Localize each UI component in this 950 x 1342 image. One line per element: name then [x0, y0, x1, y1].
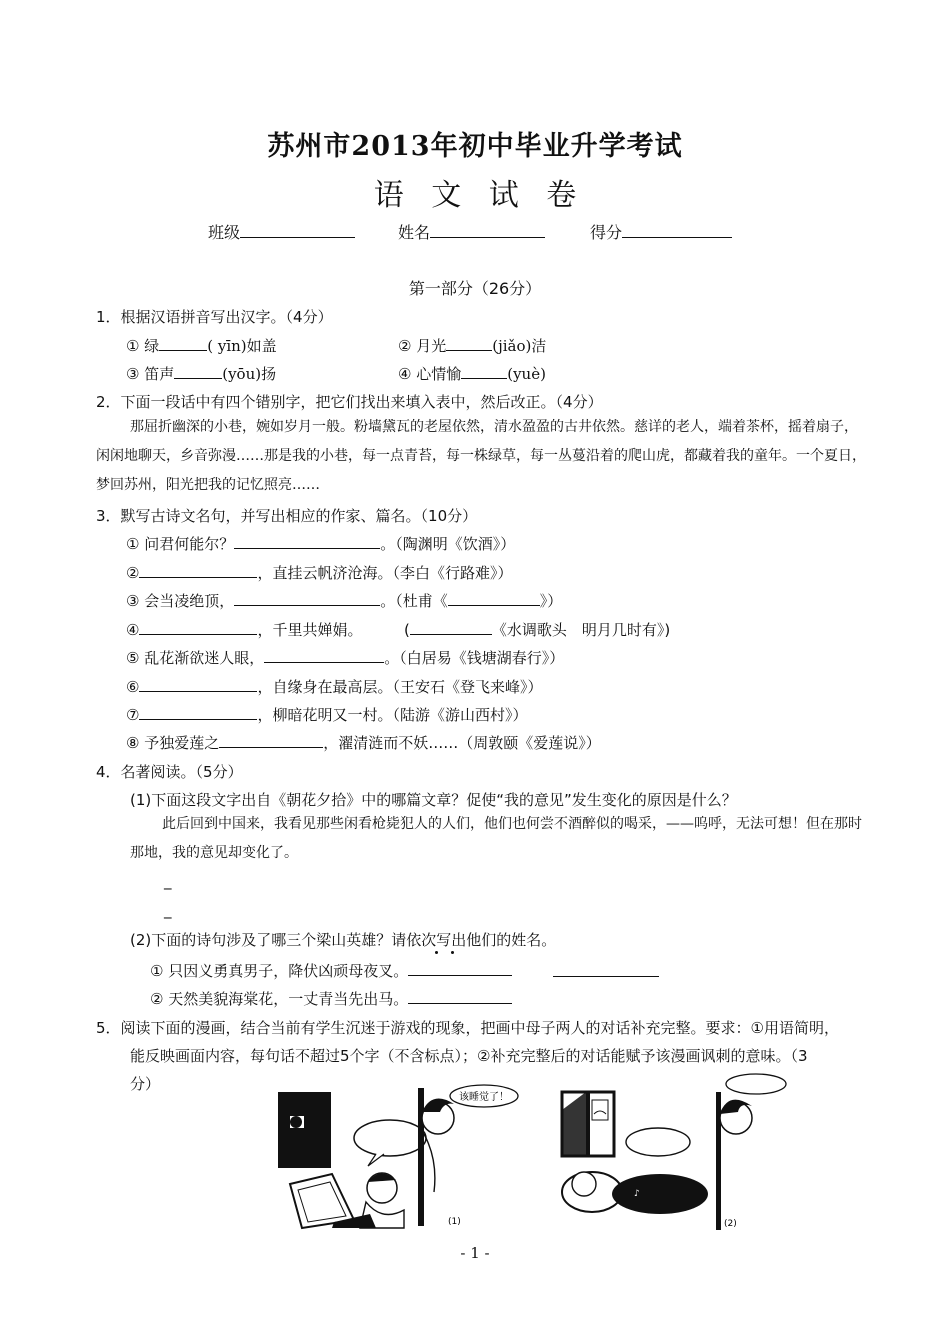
score-field [590, 220, 732, 243]
class-label: 班级 [208, 223, 241, 242]
q4-stem: 4．名著阅读。（5分） [96, 763, 243, 781]
emphasis-dot [451, 951, 454, 954]
q5-stem-line-2: 能反映画面内容，每句话不超过5个字（不含标点）；②补充完整后的对话能赋予该漫画讽刺的意味。（3 [130, 1047, 808, 1065]
q4-quote: 此后回到中国来，我看见那些闲看枪毙犯人的人们，他们也何尝不酒醉似的喝采，——呜呼，无法可想！但在那时那地，我的意见却变化了。 [130, 816, 862, 861]
q1-blank-2[interactable] [446, 336, 492, 351]
q4-sub1: (1)下面这段文字出自《朝花夕拾》中的哪篇文章？促使“我的意见”发生变化的原因是什么？ [130, 791, 737, 809]
score-label: 得分 [590, 223, 623, 242]
name-field [398, 220, 545, 243]
q3-line-4-source: ( 《水调歌头 明月几时有》) [404, 621, 671, 639]
q1-item-3: ③ 笛声 (yōu)扬 [126, 365, 277, 383]
q4-answer-line-2[interactable]: _ [164, 901, 172, 919]
q3-blank-3b[interactable] [448, 591, 540, 606]
q5-stem-line-3: 分） [130, 1075, 161, 1093]
q1-blank-4[interactable] [461, 364, 507, 379]
q1-blank-1[interactable] [159, 336, 207, 351]
q3-blank-2[interactable] [139, 563, 257, 578]
exam-subtitle: 语 文 试 卷 [373, 178, 577, 213]
q3-line-6: ⑥ ，自缘身在最高层。（王安石《登飞来峰》） [126, 678, 543, 696]
q3-blank-3[interactable] [234, 591, 380, 606]
name-label: 姓名 [398, 223, 431, 242]
q3-line-3: ③ 会当凌绝顶， 。（杜甫《 》） [126, 592, 563, 610]
q3-blank-7[interactable] [139, 705, 257, 720]
q3-blank-4[interactable] [139, 620, 257, 635]
score-blank[interactable] [622, 223, 732, 238]
q3-stem: 3．默写古诗文名句，并写出相应的作家、篇名。（10分） [96, 507, 478, 525]
exam-title: 苏州市2013年初中毕业升学考试 [267, 131, 683, 162]
q4-blank-1[interactable] [408, 961, 512, 976]
q3-line-1: ① 问君何能尔？ 。（陶渊明《饮酒》） [126, 535, 516, 553]
q1-blank-3[interactable] [174, 364, 222, 379]
q3-line-5: ⑤ 乱花渐欲迷人眼， 。（白居易《钱塘湖春行》） [126, 649, 565, 667]
q1-item-1: ① 绿 ( yīn)如盖 [126, 337, 277, 355]
q3-line-8: ⑧ 予独爱莲之 ，濯清涟而不妖……（周敦颐《爱莲说》） [126, 734, 601, 752]
q1-stem: 1．根据汉语拼音写出汉字。（4分） [96, 308, 333, 326]
part1-heading: 第一部分（26分） [408, 279, 542, 298]
q1-item-4: ④ 心情愉 (yuè) [398, 365, 546, 383]
q4-blank-3[interactable] [408, 989, 512, 1004]
cartoon-panel-2 [548, 1070, 788, 1230]
q4-sub2: (2)下面的诗句涉及了哪三个梁山英雄？请依次写出他们的姓名。 [130, 931, 557, 949]
q3-blank-4b[interactable] [410, 620, 492, 635]
q3-blank-8[interactable] [219, 733, 323, 748]
class-field [208, 220, 355, 243]
q4-poem-1: ① 只因义勇真男子，降伏凶顽母夜叉。 [150, 960, 512, 981]
q5-stem-line-1: 5．阅读下面的漫画，结合当前有学生沉迷于游戏的现象，把画中母子两人的对话补充完整。要求：①用语简明， [96, 1019, 839, 1037]
q2-passage: 那屈折幽深的小巷，婉如岁月一般。粉墙黛瓦的老屋依然，清水盈盈的古井依然。慈详的老人，端着茶杯，摇着扇子，闲闲地聊天，乡音弥漫……那是我的小巷，每一点青苔，每一株绿草，每一丛蔓沿着的爬山虎，都藏着我的童年。一个夏日，梦回苏州，阳光把我的记忆照亮…… [96, 419, 866, 493]
class-blank[interactable] [240, 223, 355, 238]
panel-2-label: (2) [724, 1219, 737, 1229]
q3-blank-5[interactable] [264, 648, 384, 663]
q3-line-7: ⑦ ，柳暗花明又一村。（陆游《游山西村》） [126, 706, 528, 724]
svg-text:♪: ♪ [634, 1189, 640, 1199]
name-blank[interactable] [430, 223, 545, 238]
q1-item-2: ② 月光 (jiǎo)洁 [398, 337, 547, 355]
q3-blank-1[interactable] [234, 534, 380, 549]
q3-line-4: ④ ，千里共婵娟。 [126, 621, 363, 639]
cartoon-panel-1 [272, 1082, 534, 1230]
page-number: - 1 - [460, 1244, 490, 1262]
q3-line-2: ② ，直挂云帆济沧海。（李白《行路难》） [126, 564, 513, 582]
q2-stem: 2．下面一段话中有四个错别字，把它们找出来填入表中，然后改正。（4分） [96, 393, 603, 411]
cartoon-bubble-text: 该睡觉了！ [459, 1092, 509, 1103]
q4-blank-2[interactable] [553, 962, 659, 977]
panel-1-label: (1) [448, 1217, 461, 1227]
emphasis-dot [435, 951, 438, 954]
q4-poem-2: ② 天然美貌海棠花，一丈青当先出马。 [150, 988, 512, 1009]
q4-answer-line-1[interactable]: _ [164, 872, 172, 890]
q3-blank-6[interactable] [139, 677, 257, 692]
